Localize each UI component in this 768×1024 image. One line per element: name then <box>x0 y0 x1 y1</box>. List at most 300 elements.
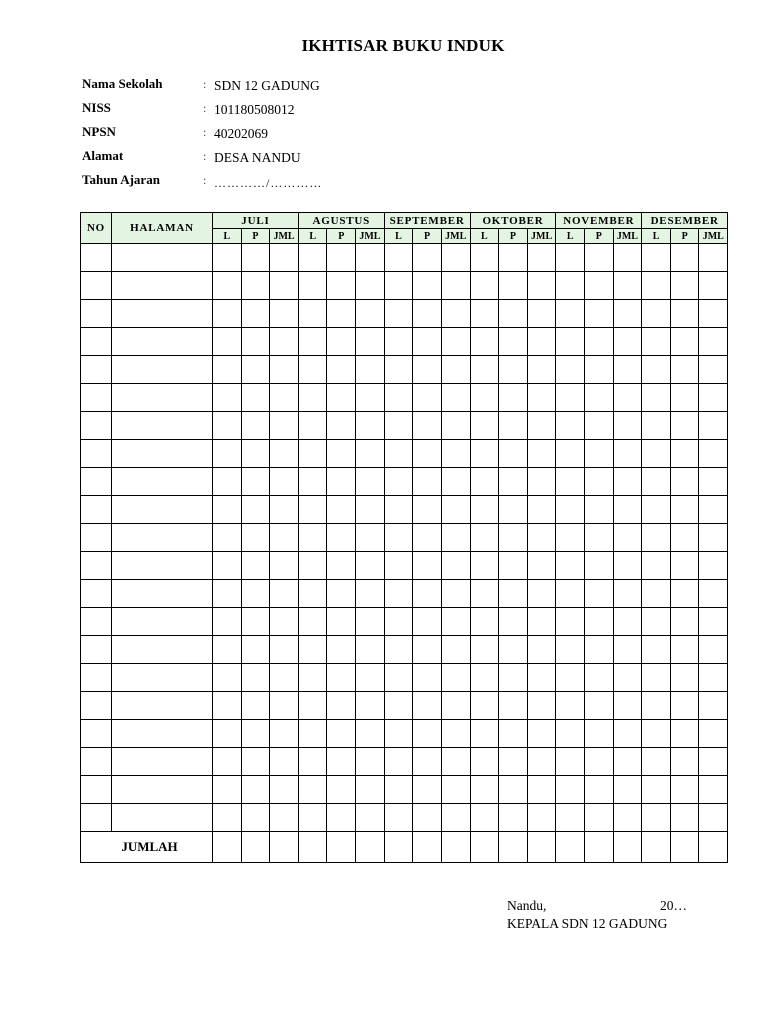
table-cell <box>112 356 213 384</box>
table-cell <box>499 720 528 748</box>
total-cell <box>585 832 614 863</box>
table-cell <box>470 804 499 832</box>
table-cell <box>499 412 528 440</box>
table-cell <box>298 356 327 384</box>
table-cell <box>585 804 614 832</box>
table-cell <box>613 244 642 272</box>
table-cell <box>699 356 728 384</box>
subcolumn-header-l: L <box>470 229 499 244</box>
table-cell <box>527 580 556 608</box>
table-cell <box>81 468 112 496</box>
table-cell <box>298 496 327 524</box>
table-cell <box>699 608 728 636</box>
table-cell <box>556 524 585 552</box>
subcolumn-header-jml: JML <box>441 229 470 244</box>
table-cell <box>499 496 528 524</box>
table-cell <box>413 524 442 552</box>
table-cell <box>527 440 556 468</box>
table-cell <box>527 244 556 272</box>
table-cell <box>81 776 112 804</box>
table-row <box>81 636 728 664</box>
table-cell <box>327 496 356 524</box>
table-cell <box>670 440 699 468</box>
table-cell <box>413 496 442 524</box>
table-cell <box>527 328 556 356</box>
table-cell <box>413 300 442 328</box>
subcolumn-header-p: P <box>413 229 442 244</box>
table-cell <box>556 776 585 804</box>
table-cell <box>241 328 270 356</box>
table-cell <box>270 580 299 608</box>
ledger-table <box>80 212 728 863</box>
table-cell <box>470 440 499 468</box>
table-cell <box>270 804 299 832</box>
table-cell <box>270 440 299 468</box>
table-cell <box>270 664 299 692</box>
table-cell <box>441 496 470 524</box>
subcolumn-header-l: L <box>642 229 671 244</box>
table-cell <box>356 300 385 328</box>
table-cell <box>270 412 299 440</box>
table-cell <box>585 692 614 720</box>
table-cell <box>413 384 442 412</box>
table-cell <box>112 440 213 468</box>
table-cell <box>81 244 112 272</box>
table-cell <box>112 244 213 272</box>
table-cell <box>613 720 642 748</box>
table-cell <box>241 552 270 580</box>
table-cell <box>356 804 385 832</box>
table-cell <box>81 608 112 636</box>
table-cell <box>112 664 213 692</box>
signature-place-date <box>507 898 707 916</box>
column-header-no: NO <box>81 213 112 244</box>
table-cell <box>499 468 528 496</box>
table-cell <box>327 524 356 552</box>
table-cell <box>470 244 499 272</box>
table-cell <box>499 328 528 356</box>
table-cell <box>327 356 356 384</box>
table-cell <box>356 244 385 272</box>
table-cell <box>270 552 299 580</box>
table-cell <box>356 692 385 720</box>
table-cell <box>81 580 112 608</box>
table-row <box>81 496 728 524</box>
table-cell <box>699 552 728 580</box>
table-cell <box>356 664 385 692</box>
table-cell <box>441 328 470 356</box>
table-cell <box>413 328 442 356</box>
table-row-total <box>81 832 728 863</box>
info-value: 40202069 <box>214 126 268 141</box>
table-cell <box>699 412 728 440</box>
table-cell <box>112 720 213 748</box>
table-cell <box>413 552 442 580</box>
table-cell <box>441 580 470 608</box>
table-cell <box>213 384 242 412</box>
table-cell <box>499 552 528 580</box>
table-cell <box>470 496 499 524</box>
table-cell <box>327 272 356 300</box>
table-cell <box>81 664 112 692</box>
table-cell <box>298 580 327 608</box>
table-cell <box>241 804 270 832</box>
table-cell <box>327 468 356 496</box>
table-cell <box>112 468 213 496</box>
table-cell <box>270 356 299 384</box>
table-cell <box>670 552 699 580</box>
table-cell <box>470 608 499 636</box>
table-cell <box>527 608 556 636</box>
table-cell <box>556 692 585 720</box>
table-cell <box>213 720 242 748</box>
table-cell <box>327 692 356 720</box>
table-cell <box>413 692 442 720</box>
table-cell <box>384 608 413 636</box>
table-cell <box>699 524 728 552</box>
table-row <box>81 720 728 748</box>
table-cell <box>470 272 499 300</box>
table-cell <box>585 412 614 440</box>
table-cell <box>298 440 327 468</box>
table-cell <box>642 328 671 356</box>
table-row <box>81 580 728 608</box>
table-cell <box>585 272 614 300</box>
table-cell <box>327 244 356 272</box>
table-cell <box>585 300 614 328</box>
subcolumn-header-p: P <box>670 229 699 244</box>
table-row <box>81 272 728 300</box>
table-cell <box>384 552 413 580</box>
table-cell <box>241 300 270 328</box>
table-cell <box>270 272 299 300</box>
table-cell <box>585 384 614 412</box>
table-cell <box>270 720 299 748</box>
table-cell <box>441 468 470 496</box>
table-cell <box>670 636 699 664</box>
table-cell <box>413 272 442 300</box>
table-cell <box>384 468 413 496</box>
table-cell <box>470 300 499 328</box>
table-cell <box>556 664 585 692</box>
table-row <box>81 300 728 328</box>
table-cell <box>112 300 213 328</box>
table-cell <box>413 356 442 384</box>
table-cell <box>327 636 356 664</box>
table-cell <box>213 300 242 328</box>
table-cell <box>585 468 614 496</box>
table-cell <box>613 804 642 832</box>
table-cell <box>384 328 413 356</box>
document-title: IKHTISAR BUKU INDUK <box>301 36 505 55</box>
table-cell <box>613 412 642 440</box>
table-cell <box>241 272 270 300</box>
table-cell <box>441 272 470 300</box>
table-cell <box>112 692 213 720</box>
subcolumn-header-l: L <box>213 229 242 244</box>
table-cell <box>384 440 413 468</box>
table-cell <box>470 524 499 552</box>
table-cell <box>585 552 614 580</box>
table-cell <box>699 300 728 328</box>
table-cell <box>81 272 112 300</box>
table-cell <box>327 300 356 328</box>
total-cell <box>241 832 270 863</box>
table-cell <box>470 552 499 580</box>
total-label: JUMLAH <box>81 832 213 863</box>
table-cell <box>441 720 470 748</box>
total-cell <box>298 832 327 863</box>
table-cell <box>441 804 470 832</box>
table-cell <box>670 384 699 412</box>
table-cell <box>441 300 470 328</box>
table-cell <box>470 692 499 720</box>
subcolumn-header-l: L <box>298 229 327 244</box>
table-cell <box>356 552 385 580</box>
table-cell <box>213 468 242 496</box>
table-cell <box>642 384 671 412</box>
table-cell <box>270 636 299 664</box>
table-cell <box>556 496 585 524</box>
table-cell <box>527 776 556 804</box>
table-cell <box>81 804 112 832</box>
table-cell <box>327 720 356 748</box>
table-cell <box>613 272 642 300</box>
month-header-juli: JULI <box>213 213 299 229</box>
table-cell <box>585 244 614 272</box>
table-row <box>81 412 728 440</box>
table-row <box>81 804 728 832</box>
column-header-halaman: HALAMAN <box>112 213 213 244</box>
table-cell <box>470 412 499 440</box>
table-cell <box>327 804 356 832</box>
month-header-agustus: AGUSTUS <box>298 213 384 229</box>
table-cell <box>613 748 642 776</box>
table-cell <box>413 412 442 440</box>
table-row <box>81 440 728 468</box>
table-cell <box>241 776 270 804</box>
table-cell <box>270 328 299 356</box>
header-row-months <box>81 213 728 229</box>
table-cell <box>556 720 585 748</box>
table-cell <box>613 356 642 384</box>
table-row <box>81 776 728 804</box>
table-cell <box>670 580 699 608</box>
table-cell <box>642 412 671 440</box>
table-cell <box>213 636 242 664</box>
subcolumn-header-p: P <box>327 229 356 244</box>
table-cell <box>699 440 728 468</box>
table-cell <box>413 468 442 496</box>
table-cell <box>613 440 642 468</box>
table-cell <box>413 720 442 748</box>
table-cell <box>585 496 614 524</box>
total-cell <box>356 832 385 863</box>
table-cell <box>642 580 671 608</box>
info-value: DESA NANDU <box>214 150 301 165</box>
table-cell <box>213 776 242 804</box>
table-cell <box>112 804 213 832</box>
table-cell <box>613 692 642 720</box>
info-colon: : <box>203 149 207 163</box>
table-cell <box>699 496 728 524</box>
table-cell <box>81 412 112 440</box>
table-cell <box>499 300 528 328</box>
table-cell <box>112 412 213 440</box>
table-row <box>81 552 728 580</box>
table-cell <box>613 664 642 692</box>
table-cell <box>556 636 585 664</box>
table-cell <box>670 804 699 832</box>
table-cell <box>670 720 699 748</box>
table-cell <box>585 776 614 804</box>
table-cell <box>81 692 112 720</box>
table-cell <box>499 776 528 804</box>
table-cell <box>556 580 585 608</box>
table-cell <box>441 664 470 692</box>
table-cell <box>356 468 385 496</box>
table-cell <box>670 692 699 720</box>
table-cell <box>327 552 356 580</box>
table-cell <box>298 664 327 692</box>
total-cell <box>213 832 242 863</box>
table-cell <box>642 496 671 524</box>
table-cell <box>356 440 385 468</box>
info-colon: : <box>203 173 207 187</box>
table-cell <box>81 636 112 664</box>
table-cell <box>81 496 112 524</box>
table-cell <box>527 692 556 720</box>
table-cell <box>470 636 499 664</box>
table-cell <box>613 776 642 804</box>
total-cell <box>470 832 499 863</box>
table-cell <box>699 636 728 664</box>
table-cell <box>213 244 242 272</box>
month-header-november: NOVEMBER <box>556 213 642 229</box>
subcolumn-header-p: P <box>585 229 614 244</box>
table-cell <box>241 384 270 412</box>
subcolumn-header-jml: JML <box>527 229 556 244</box>
table-cell <box>413 440 442 468</box>
table-cell <box>112 524 213 552</box>
table-cell <box>499 356 528 384</box>
table-cell <box>112 636 213 664</box>
table-cell <box>556 748 585 776</box>
table-cell <box>298 608 327 636</box>
table-cell <box>613 300 642 328</box>
table-cell <box>298 468 327 496</box>
table-cell <box>356 328 385 356</box>
table-cell <box>384 300 413 328</box>
table-cell <box>499 608 528 636</box>
table-cell <box>356 356 385 384</box>
table-cell <box>356 272 385 300</box>
table-cell <box>298 524 327 552</box>
table-cell <box>112 384 213 412</box>
info-colon: : <box>203 101 207 115</box>
table-row <box>81 664 728 692</box>
info-colon: : <box>203 125 207 139</box>
table-cell <box>298 552 327 580</box>
table-cell <box>241 524 270 552</box>
table-cell <box>527 636 556 664</box>
table-cell <box>441 608 470 636</box>
table-cell <box>670 468 699 496</box>
info-value: SDN 12 GADUNG <box>214 78 320 93</box>
table-cell <box>112 748 213 776</box>
table-cell <box>81 384 112 412</box>
table-cell <box>413 804 442 832</box>
table-cell <box>384 524 413 552</box>
table-cell <box>241 748 270 776</box>
table-cell <box>413 580 442 608</box>
table-cell <box>699 468 728 496</box>
table-cell <box>613 636 642 664</box>
table-cell <box>81 440 112 468</box>
table-cell <box>556 552 585 580</box>
table-cell <box>527 524 556 552</box>
table-cell <box>699 776 728 804</box>
subcolumn-header-l: L <box>384 229 413 244</box>
table-cell <box>642 552 671 580</box>
table-cell <box>213 412 242 440</box>
table-cell <box>413 244 442 272</box>
total-cell <box>384 832 413 863</box>
table-cell <box>298 300 327 328</box>
table-cell <box>585 328 614 356</box>
table-cell <box>112 776 213 804</box>
info-label: NISS <box>82 100 111 115</box>
table-cell <box>470 720 499 748</box>
table-cell <box>112 580 213 608</box>
table-cell <box>298 412 327 440</box>
table-cell <box>298 244 327 272</box>
table-row <box>81 748 728 776</box>
table-cell <box>499 440 528 468</box>
table-cell <box>527 748 556 776</box>
table-cell <box>499 384 528 412</box>
table-cell <box>527 384 556 412</box>
table-cell <box>356 496 385 524</box>
subcolumn-header-p: P <box>499 229 528 244</box>
table-cell <box>670 300 699 328</box>
table-cell <box>384 804 413 832</box>
table-cell <box>613 384 642 412</box>
table-cell <box>585 356 614 384</box>
table-cell <box>81 328 112 356</box>
table-cell <box>556 244 585 272</box>
table-cell <box>270 748 299 776</box>
table-cell <box>470 776 499 804</box>
table-cell <box>413 664 442 692</box>
table-cell <box>642 804 671 832</box>
table-cell <box>241 468 270 496</box>
table-cell <box>241 608 270 636</box>
table-cell <box>413 776 442 804</box>
table-cell <box>642 636 671 664</box>
table-cell <box>670 244 699 272</box>
table-cell <box>327 580 356 608</box>
table-cell <box>613 552 642 580</box>
table-cell <box>213 440 242 468</box>
table-cell <box>499 524 528 552</box>
table-cell <box>413 608 442 636</box>
subcolumn-header-jml: JML <box>699 229 728 244</box>
table-cell <box>642 720 671 748</box>
table-cell <box>699 272 728 300</box>
table-cell <box>213 552 242 580</box>
table-cell <box>213 272 242 300</box>
